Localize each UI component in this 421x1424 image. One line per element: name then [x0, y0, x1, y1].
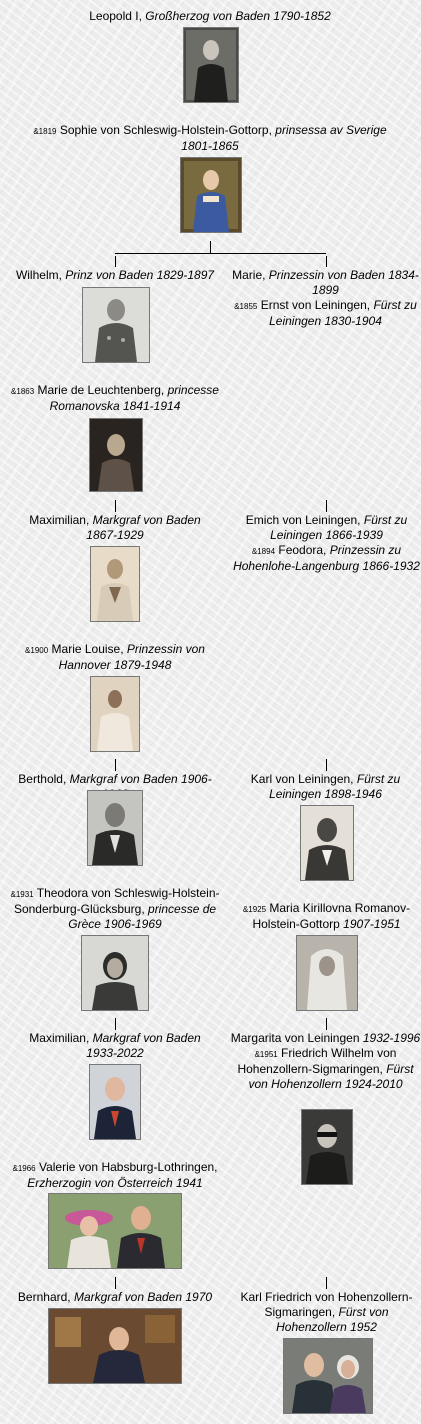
person-karl-von-leiningen: Karl von Leiningen, Fürst zu Leiningen 1898-1946 — [250, 772, 401, 801]
portrait-friedrich-wilhelm — [301, 1109, 353, 1185]
spouse-theodora: &1931 Theodora von Schleswig-Holstein-Sonderburg-Glücksburg, princesse de Grèce 1906-1969 — [10, 886, 220, 931]
person-bernhard: Bernhard, Markgraf von Baden 1970 — [17, 1290, 213, 1304]
connector-left-gen3 — [115, 500, 116, 512]
portrait-maximilian-and-valerie — [48, 1193, 182, 1269]
person-leopold-i: Leopold I, Großherzog von Baden 1790-1852 — [89, 9, 331, 23]
person-marie-von-baden: Marie, Prinzessin von Baden 1834-1899 &1855 Ernst von Leiningen, Fürst zu Leiningen 1830-1904 — [232, 268, 419, 328]
portrait-marie-louise — [90, 676, 140, 752]
person-maximilian-1867: Maximilian, Markgraf von Baden 1867-1929 — [29, 513, 201, 542]
portrait-marie-de-leuchtenberg — [89, 418, 143, 492]
connector-right-gen4 — [326, 759, 327, 771]
portrait-maximilian-1933 — [89, 1064, 141, 1140]
connector-left-gen6 — [115, 1277, 116, 1289]
connector-bar-gen2 — [115, 253, 326, 254]
portrait-theodora — [81, 935, 149, 1011]
person-margarita-von-leiningen: Margarita von Leiningen 1932-1996 &1951 Friedrich Wilhelm von Hohenzollern-Sigmaringen, Fürst von Hohenzollern 1924-2010 — [230, 1031, 421, 1091]
connector-right-gen2 — [326, 256, 327, 267]
connector-left-gen2 — [115, 256, 116, 267]
connector-gen1 — [210, 241, 211, 253]
connector-right-gen6 — [326, 1277, 327, 1289]
spouse-marie-de-leuchtenberg: &1863 Marie de Leuchtenberg, princesse Romanovska 1841-1914 — [11, 383, 219, 413]
connector-left-gen4 — [115, 759, 116, 771]
spouse-valerie: &1966 Valerie von Habsburg-Lothringen, Erzherzogin von Österreich 1941 — [12, 1160, 218, 1190]
spouse-marie-louise: &1900 Marie Louise, Prinzessin von Hannover 1879-1948 — [25, 642, 205, 672]
portrait-wilhelm — [82, 287, 150, 363]
person-karl-friedrich: Karl Friedrich von Hohenzollern-Sigmaringen, Fürst von Hohenzollern 1952 — [240, 1290, 413, 1334]
spouse-maria-kirillovna: &1925 Maria Kirillovna Romanov-Holstein-Gottorp 1907-1951 — [242, 901, 411, 931]
connector-right-gen3 — [326, 500, 327, 512]
portrait-karl-friedrich — [283, 1338, 373, 1414]
portrait-maximilian-1867 — [90, 546, 140, 622]
portrait-leopold-i — [183, 27, 239, 103]
spouse-sophie: &1819 Sophie von Schleswig-Holstein-Gottorp, prinsessa av Sverige 1801-1865 — [33, 123, 387, 153]
portrait-sophie — [180, 157, 242, 233]
person-maximilian-1933: Maximilian, Markgraf von Baden 1933-2022 — [29, 1031, 201, 1060]
connector-right-gen5 — [326, 1018, 327, 1030]
portrait-karl-von-leiningen — [300, 805, 354, 881]
portrait-maria-kirillovna — [296, 935, 358, 1011]
portrait-berthold — [87, 790, 143, 866]
connector-left-gen5 — [115, 1018, 116, 1030]
person-berthold: Berthold, Markgraf von Baden 1906- — [18, 772, 212, 786]
person-emich-von-leiningen: Emich von Leiningen, Fürst zu Leiningen 1866-1939 &1894 Feodora, Prinzessin zu Hohenlohe-Langenburg 1866-1932 — [233, 513, 420, 573]
portrait-bernhard — [48, 1308, 182, 1384]
person-wilhelm: Wilhelm, Prinz von Baden 1829-1897 — [15, 268, 215, 282]
